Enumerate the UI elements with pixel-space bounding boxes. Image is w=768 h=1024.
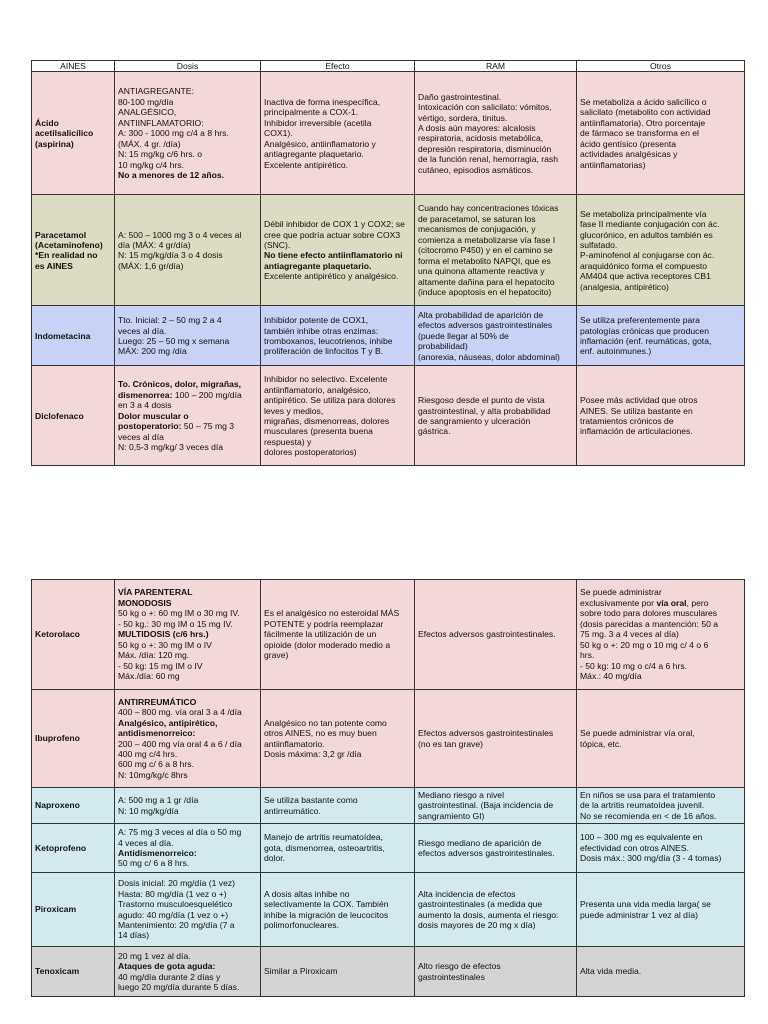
cell-line: Riesgoso desde el punto de vista (418, 395, 545, 406)
cell-line: efectos adversos gastrointestinales (418, 320, 553, 331)
efecto-cell (261, 306, 415, 366)
row-piroxicam (32, 873, 745, 947)
cell-line: Luego: 25 – 50 mg x semana (118, 335, 230, 346)
cell-line: Máx./día: 60 mg (118, 671, 180, 682)
cell-line: (anorexia, náuseas, dolor abdominal) (418, 351, 560, 362)
cell-line: agudo: 40 mg/día (1 vez o +) (118, 909, 229, 920)
cell-line: Analgésico, antipirético, (118, 717, 218, 728)
drug-cell (32, 366, 115, 466)
cell-line: No tiene efecto antiinflamatorio ni (264, 250, 403, 261)
cell-line: (Acetaminofeno) (35, 240, 103, 250)
cell-line: Ketorolaco (35, 629, 80, 640)
cell-line: sobre todo para dolores musculares (580, 608, 718, 619)
cell-line: Hasta: 80 mg/día (1 vez o +) (118, 888, 227, 899)
cell-line: 50 kg o +: 60 mg IM o 30 mg IV. (118, 608, 240, 619)
cell-line: Excelente antipirético. (264, 159, 349, 170)
cell-line: inflamación (enf. reumáticas, gota, (580, 335, 712, 346)
cell-line: respuesta) y (264, 436, 312, 447)
cell-line: AINES. Se utiliza bastante en (580, 405, 693, 416)
cell-line: día (MÁX: 4 gr/día) (118, 240, 191, 250)
ram-cell (415, 873, 577, 947)
cell-line: Débil inhibidor de COX 1 y COX2; se (264, 219, 405, 230)
cell-line: 400 mg c/4 hrs. (118, 748, 178, 759)
efecto-cell (261, 690, 415, 788)
cell-line: En niños se usa para el tratamiento (580, 789, 716, 800)
row-ketoprofeno (32, 824, 745, 873)
cell-line: dolores postoperatorios) (264, 447, 357, 458)
cell-line: ácido gentísico (presenta (580, 138, 677, 149)
cell-line: AM404 que activa receptores CB1 (580, 271, 711, 282)
cell-line: Presenta una vida media larga( se (580, 899, 711, 910)
cell-line: Mediano riesgo a nivel (418, 789, 504, 800)
cell-line: gastrointestinal. (Baja incidencia de (418, 800, 554, 811)
cell-line: 20 mg 1 vez al día. (118, 950, 191, 961)
cell-line: Alta incidencia de efectos (418, 888, 516, 899)
cell-line: Inhibidor no selectivo. Excelente (264, 374, 388, 385)
otros-cell (577, 580, 745, 690)
cell-line: comienza a metabolizarse vía fase I (418, 234, 556, 245)
cell-line: Se metaboliza a ácido salicílico o (580, 96, 707, 107)
cell-line: de sangramiento y ulceración (418, 415, 531, 426)
cell-line: N: 0,5-3 mg/kg/ 3 veces día (118, 442, 224, 453)
cell-line: antidismenorreico: (118, 728, 196, 739)
dosis-cell (115, 824, 261, 873)
cell-line: depresión respiratoria, disminución (418, 143, 552, 154)
cell-line: 75 mg. 3 a 4 veces al día) (580, 629, 679, 640)
cell-line: gastrointestinales (418, 971, 485, 982)
cell-line: dismenorrea: 100 – 200 mg/día (118, 389, 242, 400)
aines-table-2 (31, 579, 745, 997)
cell-line: N: 15 mg/kg/día 3 o 4 dosis (118, 250, 223, 261)
cell-line: N: 15 mg/kg c/6 hrs. o (118, 149, 203, 160)
cell-line: Ácido (35, 117, 59, 128)
row-diclofenaco (32, 366, 745, 466)
otros-cell (577, 947, 745, 997)
header-ram: RAM (415, 61, 577, 72)
cell-line: (dosis parecidas a mantención: 50 a (580, 618, 719, 629)
otros-cell (577, 788, 745, 824)
cell-line: 10 mg/kg c/4 hrs. (118, 159, 184, 170)
cell-line: 80-100 mg/día (118, 96, 174, 107)
cell-line: en 3 a 4 dosis (118, 400, 172, 411)
cell-line: antirreumático. (264, 805, 321, 816)
cell-line: No a menores de 12 años. (118, 170, 225, 181)
table-header-row (32, 61, 745, 72)
cell-line: Riesgo mediano de aparición de (418, 837, 542, 848)
cell-line: altamente dañina para el hepatocito (418, 276, 555, 287)
cell-line: Se utiliza bastante como (264, 795, 358, 806)
cell-line: A: 500 – 1000 mg 3 o 4 veces al (118, 229, 242, 240)
cell-line: (analgesia, antipirético) (580, 281, 669, 292)
cell-line: Daño gastrointestinal. (418, 91, 502, 102)
cell-line: musculares (presenta buena (264, 426, 373, 437)
cell-line: exclusivamente por vía oral, pero (580, 597, 709, 608)
cell-line: 40 mg/día durante 2 días y (118, 971, 221, 982)
otros-cell (577, 873, 745, 947)
ram-cell (415, 690, 577, 788)
cell-line: A: 75 mg 3 veces al día o 50 mg (118, 827, 242, 838)
cell-line: 14 días) (118, 930, 150, 941)
cell-line: de paracetamol, se saturan los (418, 213, 536, 224)
dosis-cell (115, 366, 261, 466)
cell-line: (no es tan grave) (418, 738, 483, 749)
cell-line: Dosis inicial: 20 mg/día (1 vez) (118, 878, 236, 889)
cell-line: de la función renal, hemorragia, rash (418, 154, 558, 165)
cell-line: Similar a Piroxicam (264, 966, 338, 977)
cell-line: Alto riesgo de efectos (418, 961, 501, 972)
row-indometacina (32, 306, 745, 366)
ram-cell (415, 366, 577, 466)
otros-cell (577, 824, 745, 873)
cell-line: - 50 kg.: 30 mg IM o 15 mg IV. (118, 618, 233, 629)
row-tenoxicam (32, 947, 745, 997)
drug-cell (32, 306, 115, 366)
cell-line: principalmente a COX-1. (264, 107, 359, 118)
cell-line: tópica, etc. (580, 738, 622, 749)
cell-line: Analgésico, antiinflamatorio y (264, 138, 376, 149)
cell-line: *En realidad no (35, 250, 98, 261)
cell-line: A dosis altas inhibe no (264, 888, 350, 899)
cell-line: efectos adversos gastrointestinales. (418, 848, 555, 858)
otros-cell (577, 195, 745, 306)
cell-line: (citocromo P450) y en el camino se (418, 245, 553, 256)
header-efecto: Efecto (261, 61, 415, 72)
cell-line: Dosis máx.: 300 mg/día (3 - 4 tomas) (580, 853, 722, 864)
cell-line: MÁX: 200 mg /día (118, 346, 187, 357)
cell-line: Manejo de artritis reumatoídea, (264, 832, 383, 843)
cell-line: Posee más actividad que otros (580, 395, 698, 406)
cell-line: araquidónico forma el compuesto (580, 260, 708, 271)
efecto-cell (261, 580, 415, 690)
cell-line: selectivamente la COX. También (264, 899, 389, 910)
row-naproxeno (32, 788, 745, 824)
efecto-cell (261, 195, 415, 306)
header-dosis: Dosis (115, 61, 261, 72)
otros-cell (577, 306, 745, 366)
cell-line: una quinona altamente reactiva y (418, 266, 545, 277)
cell-line: (MÁX. 4 gr. /día) (118, 138, 181, 149)
cell-line: - 50 kg: 10 mg o c/4 a 6 hrs. (580, 660, 687, 671)
cell-line: dosis mayores de 20 mg x día) (418, 919, 536, 930)
cell-line: 200 – 400 mg vía oral 4 a 6 / día (118, 738, 242, 749)
row-acido-acetilsalicilico (32, 72, 745, 195)
aines-table-1 (31, 60, 745, 466)
cell-line: - 50 kg: 15 mg IM o IV (118, 660, 203, 671)
cell-line: 50 mg c/ 6 a 8 hrs. (118, 858, 190, 869)
cell-line: antipirético. Se utiliza para dolores (264, 395, 396, 406)
drug-cell (32, 824, 115, 873)
cell-line: antiagregante plaquetario. (264, 260, 372, 271)
cell-line: (induce apoptosis en el hepatocito) (418, 287, 552, 298)
cell-line: 100 – 300 mg es equivalente en (580, 832, 703, 843)
cell-line: glucorónico, en adultos también es (580, 229, 713, 240)
cell-line: 50 kg o +: 20 mg o 10 mg c/ 4 o 6 (580, 639, 709, 650)
cell-line: antiinflamatorio, analgésico, (264, 384, 371, 395)
cell-line: Analgésico no tan potente como (264, 717, 387, 728)
cell-line: veces al día (118, 431, 164, 442)
cell-line: enf. autoinmunes.) (580, 346, 652, 357)
cell-line: proliferación de linfocitos T y B. (264, 346, 384, 357)
cell-line: Ketoprofeno (35, 842, 87, 853)
cell-line: (aspirina) (35, 138, 74, 149)
row-paracetamol (32, 195, 745, 306)
cell-line: tromboxanos, leucotrienos, inhibe (264, 335, 393, 346)
cell-line: antiagregante plaquetario. (264, 149, 364, 160)
cell-line: A dosis aún mayores: alcalosis (418, 123, 536, 133)
dosis-cell (115, 690, 261, 788)
drug-cell (32, 195, 115, 306)
row-ibuprofeno (32, 690, 745, 788)
cell-line: Trastorno musculoesquelético (118, 899, 233, 910)
cell-line: hrs. (580, 650, 595, 661)
cell-line: de fármaco se transforma en el (580, 128, 699, 139)
cell-line: MULTIDOSIS (c/6 hrs.) (118, 629, 209, 640)
cell-line: respiratoria, acidosis metabólica, (418, 133, 544, 144)
cell-line: Se metaboliza principalmente vía (580, 208, 707, 219)
cell-line: A: 500 mg a 1 gr /día (118, 795, 199, 806)
cell-line: cutáneo, episodios asmáticos. (418, 164, 534, 175)
cell-line: 4 veces al día. (118, 837, 174, 848)
drug-cell (32, 72, 115, 195)
cell-line: (puede llegar al 50% de (418, 330, 509, 341)
drug-cell (32, 690, 115, 788)
cell-line: gastrointestinales (a medida que (418, 899, 543, 910)
cell-line: Máx.: 40 mg/día (580, 671, 642, 682)
cell-line: actividades analgésicas y (580, 149, 678, 160)
cell-line: gastrointestinal, y alta probabilidad (418, 405, 551, 416)
cell-line: (MÁX: 1,6 gr/día) (118, 260, 184, 271)
cell-line: Tenoxicam (35, 966, 80, 977)
cell-line: salicilato (metabolito con actividad (580, 107, 711, 118)
otros-cell (577, 690, 745, 788)
header-aines: AINES (32, 61, 115, 72)
cell-line: MONODOSIS (118, 597, 172, 608)
cell-line: inflamación de articulaciones. (580, 426, 693, 437)
cell-line: Alta vida media. (580, 966, 642, 977)
drug-cell (32, 788, 115, 824)
cell-line: Se utiliza preferentemente para (580, 315, 700, 326)
ram-cell (415, 824, 577, 873)
efecto-cell (261, 72, 415, 195)
cell-line: es AINES (35, 260, 73, 271)
cell-line: acetilsalicílico (35, 128, 94, 139)
cell-line: Ibuprofeno (35, 733, 80, 744)
cell-line: A: 300 - 1000 mg c/4 a 8 hrs. (118, 128, 229, 139)
cell-line: Tto. Inicial: 2 – 50 mg 2 a 4 (118, 315, 222, 326)
cell-line: gota, dismenorrea, osteoartritis, (264, 842, 385, 853)
cell-line: Piroxicam (35, 904, 77, 915)
cell-line: postoperatorio: 50 – 75 mg 3 (118, 421, 235, 432)
cell-line: otros AINES, no es muy buen (264, 728, 377, 739)
cell-line: fácilmente la utilización de un (264, 629, 377, 640)
cell-line: antiinflamatorio. (264, 738, 325, 749)
cell-line: 400 – 800 mg. vía oral 3 a 4 /día (118, 707, 242, 718)
cell-line: también inhibe otras enzimas: (264, 325, 379, 336)
cell-line: gástrica. (418, 426, 451, 437)
drug-cell (32, 873, 115, 947)
cell-line: P-aminofenol al conjugarse con ác. (580, 250, 715, 261)
cell-line: efectividad con otros AINES. (580, 842, 689, 853)
cell-line: VÍA PARENTERAL (118, 587, 193, 598)
cell-line: antiinflamatoria). Otro porcentaje (580, 117, 706, 128)
cell-line: ANALGÉSICO, (118, 107, 177, 118)
cell-line: luego 20 mg/día durante 5 días. (118, 981, 240, 992)
cell-line: COX1). (264, 128, 293, 139)
cell-line: POTENTE y podría reemplazar (264, 618, 384, 629)
dosis-cell (115, 306, 261, 366)
efecto-cell (261, 788, 415, 824)
cell-line: Cuando hay concentraciones tóxicas (418, 203, 559, 214)
cell-line: ANTIRREUMÁTICO (118, 696, 197, 707)
cell-line: cree que podría actuar sobre COX3 (264, 229, 401, 240)
cell-line: probabilidad) (418, 341, 468, 352)
efecto-cell (261, 873, 415, 947)
cell-line: ANTIINFLAMATORIO: (118, 117, 204, 128)
cell-line: Efectos adversos gastrointestinales (418, 728, 554, 739)
cell-line: Inactiva de forma inespecífica, (264, 96, 381, 107)
ram-cell (415, 195, 577, 306)
cell-line: Naproxeno (35, 800, 80, 811)
cell-line: Se puede administrar vía oral, (580, 728, 695, 739)
dosis-cell (115, 947, 261, 997)
cell-line: sangramiento GI) (418, 810, 485, 821)
cell-line: forma el metabolito NAPQI, que es (418, 255, 551, 266)
cell-line: N: 10mg/kg/c 8hrs (118, 769, 188, 780)
cell-line: opioide (dolor moderado medio a (264, 639, 391, 650)
cell-line: Es el analgésico no esteroidal MÁS (264, 608, 400, 619)
row-ketorolaco (32, 580, 745, 690)
cell-line: leves y medios, (264, 405, 324, 416)
cell-line: inhibe la migración de leucocitos (264, 909, 389, 920)
cell-line: Indometacina (35, 330, 91, 341)
efecto-cell (261, 366, 415, 466)
cell-line: vértigo, sordera, tinitus. (418, 112, 508, 123)
cell-line: antiinflamatorias) (580, 159, 646, 170)
dosis-cell (115, 72, 261, 195)
ram-cell (415, 72, 577, 195)
drug-cell (32, 580, 115, 690)
cell-line: Paracetamol (35, 229, 87, 240)
cell-line: de la artritis reumatoídea juvenil. (580, 800, 705, 811)
otros-cell (577, 366, 745, 466)
cell-line: Se puede administrar (580, 587, 662, 598)
dosis-cell (115, 580, 261, 690)
cell-line: sulfatado. (580, 240, 618, 250)
cell-line: N: 10 mg/kg/día (118, 805, 179, 816)
cell-line: Diclofenaco (35, 410, 84, 421)
cell-line: (SNC). (264, 240, 291, 250)
cell-line: 600 mg c/ 6 a 8 hrs. (118, 759, 194, 770)
ram-cell (415, 947, 577, 997)
cell-line: polimorfonucleares. (264, 919, 339, 930)
header-otros: Otros (577, 61, 745, 72)
drug-cell (32, 947, 115, 997)
dosis-cell (115, 788, 261, 824)
dosis-cell (115, 873, 261, 947)
ram-cell (415, 306, 577, 366)
cell-line: 50 kg o +: 30 mg IM o IV (118, 639, 212, 650)
cell-line: puede administrar 1 vez al día) (580, 909, 698, 920)
cell-line: Intoxicación con salicilato: vómitos, (418, 102, 552, 113)
cell-line: aumento la dosis, aumenta el riesgo: (418, 909, 559, 920)
cell-line: grave) (264, 650, 289, 661)
cell-line: patologías crónicas que producen (580, 325, 709, 336)
ram-cell (415, 788, 577, 824)
cell-line: tratamientos crónicos de (580, 415, 674, 426)
cell-line: dolor. (264, 853, 286, 864)
ram-cell (415, 580, 577, 690)
cell-line: No se recomienda en < de 16 años. (580, 810, 717, 821)
cell-line: Excelente antipirético y analgésico. (264, 271, 399, 282)
cell-line: Antidismenorreico: (118, 848, 197, 858)
efecto-cell (261, 947, 415, 997)
cell-line: mecanismos de conjugación, y (418, 224, 536, 235)
cell-line: Efectos adversos gastrointestinales. (418, 629, 556, 640)
cell-line: veces al día. (118, 325, 167, 336)
cell-line: Máx. /día: 120 mg. (118, 650, 190, 661)
efecto-cell (261, 824, 415, 873)
cell-line: Inhibidor potente de COX1, (264, 315, 369, 326)
cell-line: migrañas, dismenorreas, dolores (264, 415, 390, 426)
cell-line: Mantenimiento: 20 mg/día (7 a (118, 919, 235, 930)
cell-line: Dolor muscular o (118, 410, 189, 421)
dosis-cell (115, 195, 261, 306)
cell-line: Dosis máxima: 3,2 gr /día (264, 748, 362, 759)
cell-line: To. Crónicos, dolor, migrañas, (118, 379, 242, 390)
cell-line: Ataques de gota aguda: (118, 961, 216, 972)
otros-cell (577, 72, 745, 195)
cell-line: fase II mediante conjugación con ác. (580, 219, 720, 230)
cell-line: Alta probabilidad de aparición de (418, 309, 544, 320)
cell-line: ANTIAGREGANTE: (118, 86, 194, 97)
cell-line: Inhibidor irreversible (acetila (264, 117, 372, 128)
